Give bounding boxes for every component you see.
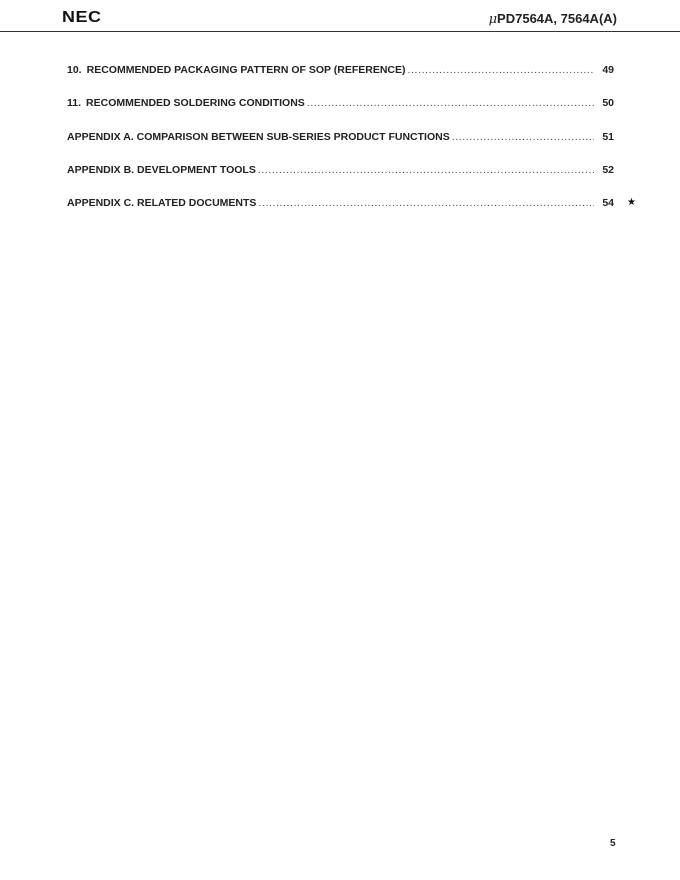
toc-entry-text: APPENDIX B. DEVELOPMENT TOOLS	[67, 163, 256, 176]
toc-page-number: 49	[602, 64, 614, 76]
toc-page-number: 52	[602, 163, 614, 176]
page-header	[0, 0, 680, 32]
document-id-text: PD7564A, 7564A(A)	[497, 11, 617, 26]
toc-entry-title	[67, 197, 256, 209]
nec-logo: NEC	[62, 9, 102, 26]
toc-entry-text: APPENDIX C. RELATED DOCUMENTS	[67, 197, 257, 210]
toc-dot-leader	[408, 64, 594, 76]
toc-entry-appendix-a[interactable]	[67, 131, 614, 149]
toc-entry-10[interactable]	[67, 64, 614, 82]
toc-dot-leader	[307, 97, 594, 109]
toc-entry-title	[67, 131, 450, 143]
header-divider	[0, 31, 680, 32]
toc-entry-number: 11.	[67, 97, 82, 110]
toc-entry-text: RECOMMENDED PACKAGING PATTERN OF SOP (REFERENCE)	[86, 64, 406, 76]
toc-entry-title	[67, 64, 406, 76]
revision-star-icon: ★	[627, 197, 636, 209]
footer-page-number: 5	[610, 838, 616, 849]
document-id	[489, 11, 617, 27]
toc-entry-number: 10.	[67, 64, 82, 76]
toc-entry-text: APPENDIX A. COMPARISON BETWEEN SUB-SERIES PRODUCT FUNCTIONS	[67, 130, 450, 143]
toc-entry-appendix-c[interactable]	[67, 197, 636, 215]
toc-entry-text: RECOMMENDED SOLDERING CONDITIONS	[86, 97, 305, 110]
toc-page-number: 50	[602, 97, 614, 110]
toc-entry-title	[67, 97, 305, 109]
toc-dot-leader	[258, 197, 594, 209]
toc-entry-appendix-b[interactable]	[67, 164, 614, 182]
toc-dot-leader	[258, 164, 594, 176]
toc-entry-11[interactable]	[67, 97, 614, 115]
toc-entry-title	[67, 164, 256, 176]
table-of-contents	[67, 64, 636, 230]
toc-dot-leader	[452, 131, 594, 143]
toc-page-number: 51	[602, 130, 614, 143]
toc-page-number: 54	[602, 197, 614, 210]
mu-prefix: μ	[488, 12, 498, 27]
